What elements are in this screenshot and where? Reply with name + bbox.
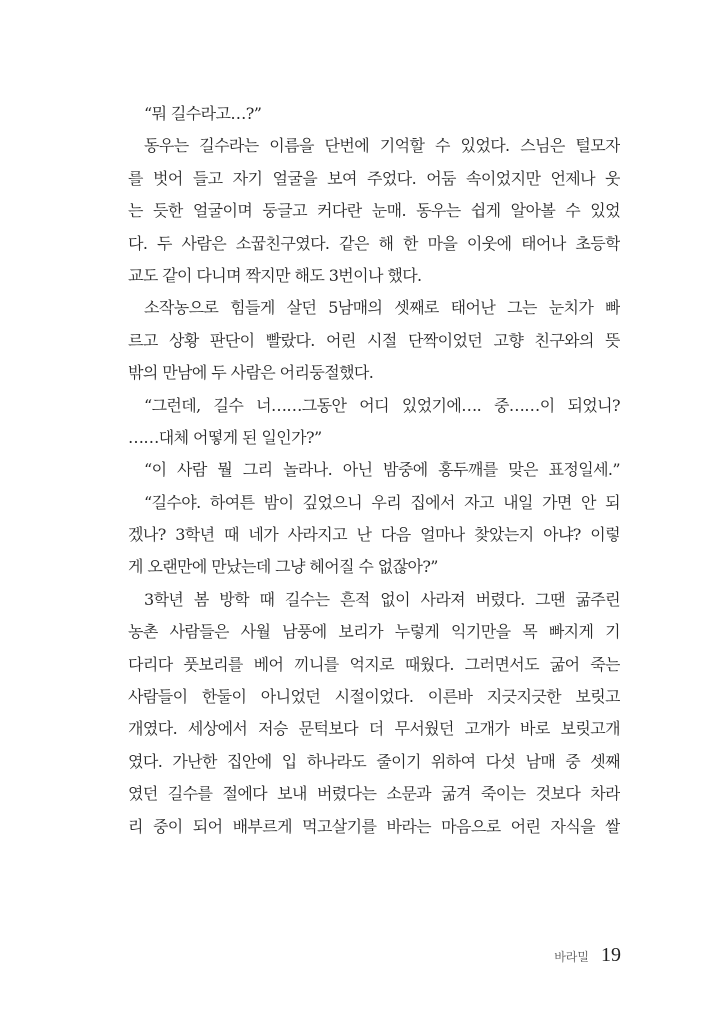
- text-line: “뭐 길수라고…?”: [144, 104, 262, 123]
- text-line: 르고 상황 판단이 빨랐다. 어린 시절 단짝이었던 고향 친구와의 뜻: [128, 330, 620, 350]
- text-line: “길수야. 하여튼 밤이 깊었으니 우리 집에서 자고 내일 가면 안 되: [144, 492, 620, 512]
- text-line: 농촌 사람들은 사월 남풍에 보리가 누렇게 익기만을 목 빠지게 기: [128, 622, 620, 642]
- text-line: 였다. 가난한 집안에 입 하나라도 줄이기 위하여 다섯 남매 중 셋째: [128, 751, 620, 771]
- text-line: “그런데, 길수 너……그동안 어디 있었기에…. 중……이 되었니?: [144, 395, 620, 415]
- text-line: 리 중이 되어 배부르게 먹고살기를 바라는 마음으로 어린 자식을 쌀: [128, 816, 620, 836]
- text-line: 개였다. 세상에서 저승 문턱보다 더 무서웠던 고개가 바로 보릿고개: [128, 719, 620, 739]
- page-footer: [554, 944, 621, 967]
- text-line: 3학년 봄 방학 때 길수는 흔적 없이 사라져 버렸다. 그땐 굶주린: [144, 589, 620, 609]
- body-text: [128, 98, 620, 843]
- page-number: 19: [601, 944, 621, 966]
- text-line: ……대체 어떻게 된 일인가?”: [128, 427, 322, 447]
- text-line: 였던 길수를 절에다 보내 버렸다는 소문과 굶겨 죽이는 것보다 차라: [128, 784, 620, 804]
- text-line: 를 벗어 들고 자기 얼굴을 보여 주었다. 어둠 속이었지만 언제나 웃: [128, 168, 620, 188]
- text-line: “이 사람 뭘 그리 놀라나. 아닌 밤중에 홍두깨를 맞은 표정일세.”: [144, 460, 620, 480]
- text-line: 밖의 만남에 두 사람은 어리둥절했다.: [128, 363, 374, 383]
- text-line: 게 오랜만에 만났는데 그냥 헤어질 수 없잖아?”: [128, 557, 438, 577]
- text-line: 교도 같이 다니며 짝지만 해도 3번이나 했다.: [128, 265, 422, 285]
- text-line: 동우는 길수라는 이름을 단번에 기억할 수 있었다. 스님은 털모자: [144, 136, 620, 156]
- text-line: 다리다 풋보리를 베어 끼니를 억지로 때웠다. 그러면서도 굶어 죽는: [128, 654, 620, 674]
- running-title: 바라밀: [554, 950, 589, 964]
- text-line: 다. 두 사람은 소꿉친구였다. 같은 해 한 마을 이웃에 태어나 초등학: [128, 233, 620, 253]
- text-line: 소작농으로 힘들게 살던 5남매의 셋째로 태어난 그는 눈치가 빠: [144, 298, 620, 318]
- text-line: 는 듯한 얼굴이며 둥글고 커다란 눈매. 동우는 쉽게 알아볼 수 있었: [128, 201, 620, 221]
- text-line: 사람들이 한둘이 아니었던 시절이었다. 이른바 지긋지긋한 보릿고: [128, 687, 620, 707]
- text-line: 겠나? 3학년 때 네가 사라지고 난 다음 얼마나 찾았는지 아냐? 이렇: [128, 525, 620, 545]
